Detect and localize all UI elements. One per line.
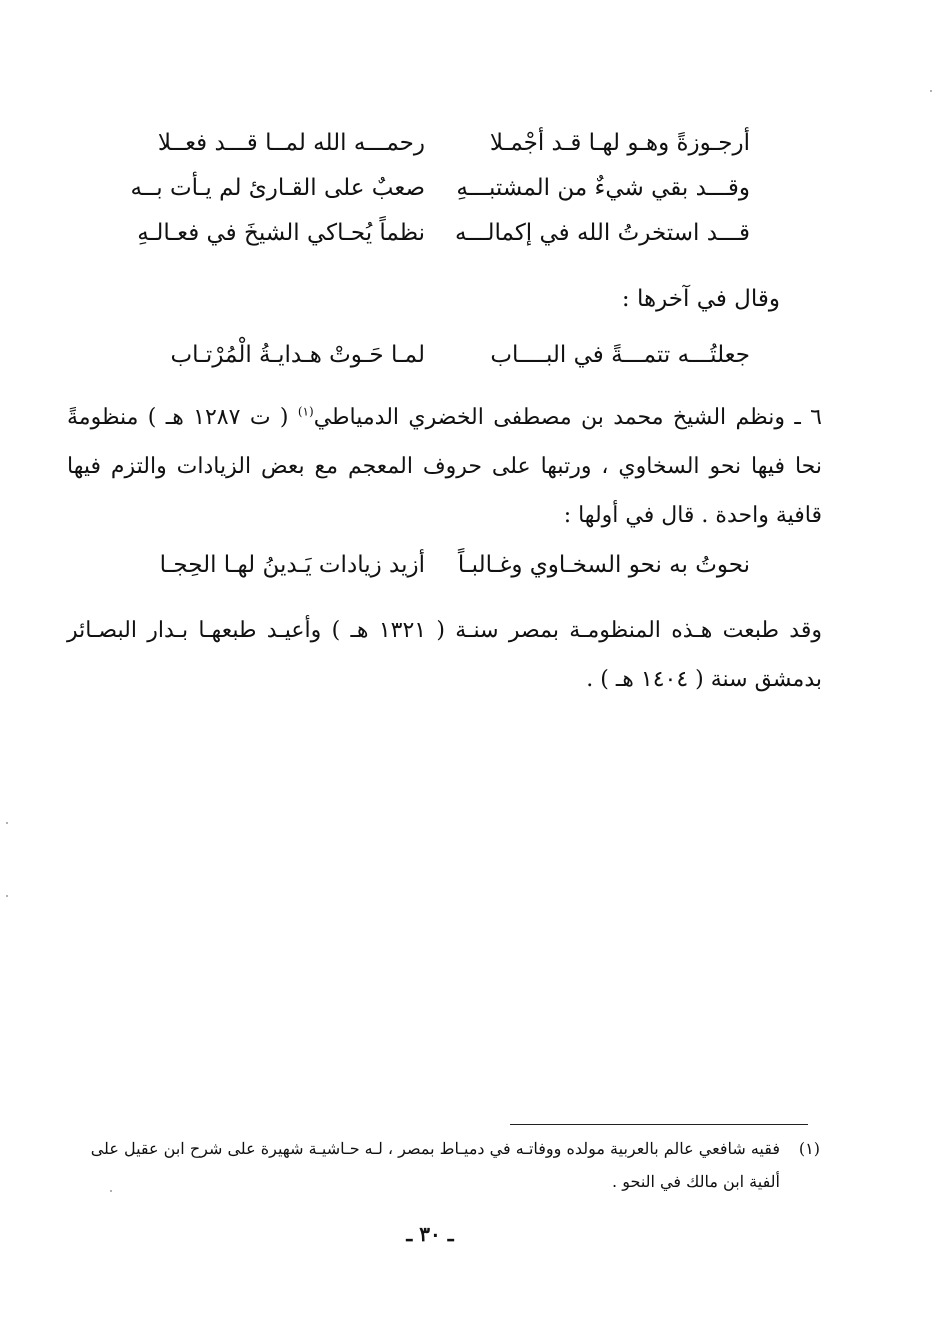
verse-3-second-hemistich: نظماً يُحـاكي الشيخَ في فعـالـهِ (137, 220, 425, 246)
verse-line-2 (0, 173, 940, 205)
scan-speck (6, 895, 8, 897)
verse-end-first-hemistich: جعلتُـــه تتمـــةً في البــــاب (490, 342, 750, 368)
verse-2-second-hemistich: صعبٌ على القـارئ لم يـأت بــه (130, 175, 425, 201)
item-6-text-start: ٦ ـ ونظم الشيخ محمد بن مصطفى الخضري الدمياطي (313, 405, 822, 430)
verse-end (0, 340, 940, 372)
verse-3-first-hemistich: قـــد استخرتُ الله في إكمالـــه (454, 220, 750, 246)
verse-item-6-second-hemistich: أزيد زيادات يَـدينُ لهـا الحِجـا (159, 552, 425, 578)
printing-note-paragraph (67, 606, 822, 704)
footnote-reference: (١) (297, 404, 314, 419)
printing-note-text: وقد طبعت هـذه المنظومـة بمصر سنـة ( ١٣٢١ هـ ) وأعيـد طبعهـا بـدار البصـائر بدمشق سنة ( ١٤٠٤ هـ ) . (67, 618, 822, 692)
page-number: ـ ٣٠ ـ (406, 1222, 454, 1246)
footnote (60, 1132, 820, 1198)
footnote-marker: (١) (798, 1139, 820, 1158)
item-6-text-rest: ( ت ١٢٨٧ هـ ) منظومةً نحا فيها نحو السخاوي ، ورتبها على حروف المعجم مع بعض الزيادات والتزم فيها قافية واحدة . قال في أولها : (67, 405, 822, 528)
verse-item-6 (0, 550, 940, 582)
verse-item-6-first-hemistich: نحوتُ به نحو السخـاوي وغـالبـاً (457, 552, 750, 578)
footnote-separator (510, 1124, 808, 1125)
verse-1-second-hemistich: رحمـــه الله لمــا قـــد فعــلا (157, 130, 425, 156)
intro-end-text: وقال في آخرها : (621, 286, 780, 312)
verse-end-second-hemistich: لمـا حَـوتْ هـدايـةُ الْمُرْتـاب (170, 342, 425, 368)
verse-1-first-hemistich: أرجـوزةً وهـو لهـا قـد أجْمـلا (489, 130, 750, 156)
verse-line-1 (0, 128, 940, 160)
scan-speck (930, 90, 932, 92)
verse-2-first-hemistich: وقـــد بقي شيءٌ من المشتبـــهِ (456, 175, 750, 201)
verse-line-3 (0, 218, 940, 250)
footnote-text: فقيه شافعي عالم بالعربية مولده ووفاتـه في دميـاط بمصر ، لـه حـاشيـة شهيرة على شرح ابن عقيل على ألفية ابن مالك في النحو . (90, 1139, 780, 1191)
scan-speck (6, 822, 8, 824)
scan-speck (110, 1190, 112, 1192)
item-6-paragraph (67, 393, 822, 540)
